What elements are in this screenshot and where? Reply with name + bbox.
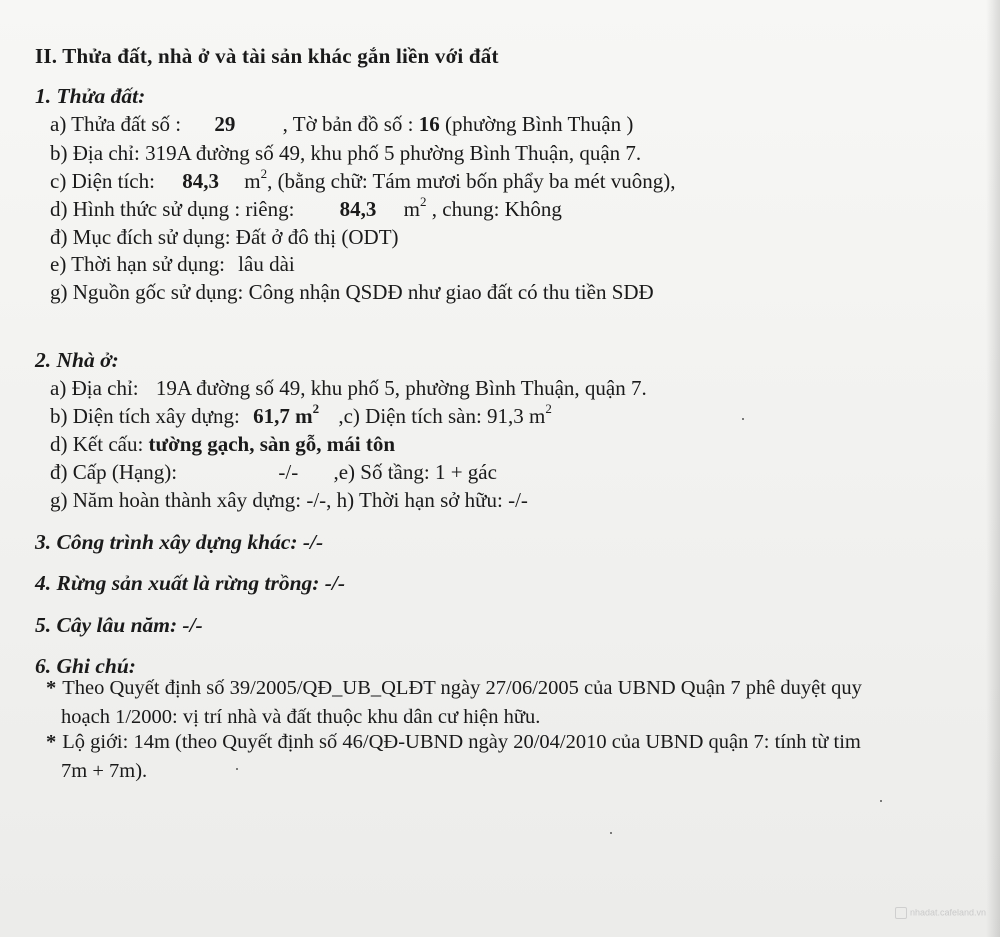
grade-value: -/- bbox=[278, 460, 299, 484]
note-2-line-1: Lộ giới: 14m (theo Quyết định số 46/QĐ-UBND ngày 20/04/2010 của UBND quận 7: tính từ tim bbox=[62, 731, 861, 753]
house-address-value: 19A đường số 49, khu phố 5, phường Bình Thuận, quận 7. bbox=[155, 376, 647, 400]
land-term-label: e) Thời hạn sử dụng: bbox=[50, 252, 225, 276]
other-works-row bbox=[35, 529, 323, 555]
floor-area-label: ,c) Diện tích sàn: bbox=[338, 404, 482, 428]
watermark-logo-icon bbox=[895, 907, 907, 919]
note-2-line-2: 7m + 7m). bbox=[61, 760, 148, 782]
built-area-label: b) Diện tích xây dựng: bbox=[50, 404, 240, 428]
planted-forest-row bbox=[35, 570, 345, 596]
land-term-value: lâu dài bbox=[238, 252, 295, 276]
house-area-row bbox=[50, 403, 552, 429]
note-item bbox=[46, 674, 986, 732]
house-section-title: 2. Nhà ở: bbox=[35, 348, 119, 372]
house-structure-row bbox=[50, 431, 395, 457]
house-completion-row: g) Năm hoàn thành xây dựng: -/-, h) Thời hạn sở hữu: -/- bbox=[50, 488, 528, 512]
scan-speck bbox=[742, 418, 744, 420]
land-parcel-row bbox=[50, 111, 633, 137]
map-sheet-label: , Tờ bản đồ số : bbox=[282, 112, 414, 136]
grade-label: đ) Cấp (Hạng): bbox=[50, 460, 178, 484]
map-sheet-suffix: (phường Bình Thuận ) bbox=[445, 112, 634, 136]
note-bullet: * bbox=[46, 731, 57, 753]
perennial-trees-value: -/- bbox=[182, 613, 203, 637]
document-heading: II. Thửa đất, nhà ở và tài sản khác gắn liền với đất bbox=[35, 44, 499, 68]
perennial-trees-row bbox=[35, 612, 203, 638]
land-term-row bbox=[50, 251, 295, 277]
parcel-number-value: 29 bbox=[214, 112, 236, 136]
scan-speck bbox=[880, 800, 882, 802]
planted-forest-value: -/- bbox=[324, 571, 345, 595]
land-area-unit: $m^2$ bbox=[244, 166, 268, 193]
land-use-form-label: d) Hình thức sử dụng : riêng: bbox=[50, 197, 295, 221]
land-area-value: 84,3 bbox=[182, 169, 219, 193]
note-1-line-1: Theo Quyết định số 39/2005/QĐ_UB_QLĐT ngày 27/06/2005 của UBND Quận 7 phê duyệt quy bbox=[62, 677, 862, 699]
floor-count: ,e) Số tầng: 1 + gác bbox=[333, 460, 497, 484]
land-area-row bbox=[50, 168, 676, 194]
note-1-line-2: hoạch 1/2000: vị trí nhà và đất thuộc khu dân cư hiện hữu. bbox=[61, 706, 541, 728]
private-area-unit: $m^2$ bbox=[403, 194, 427, 221]
land-area-label: c) Diện tích: bbox=[50, 169, 155, 193]
structure-value: tường gạch, sàn gỗ, mái tôn bbox=[148, 432, 396, 456]
other-works-value: -/- bbox=[302, 530, 324, 554]
private-area-value: 84,3 bbox=[339, 197, 377, 221]
note-bullet: * bbox=[46, 677, 57, 699]
floor-area-value: 91,3 $m^2$ bbox=[487, 401, 552, 428]
notes-section-title: 6. Ghi chú: bbox=[35, 654, 136, 678]
land-origin-row: g) Nguồn gốc sử dụng: Công nhận QSDĐ như giao đất có thu tiền SDĐ bbox=[50, 280, 654, 304]
house-grade-row bbox=[50, 459, 497, 485]
land-purpose-row: đ) Mục đích sử dụng: Đất ở đô thị (ODT) bbox=[50, 225, 399, 249]
perennial-trees-label: 5. Cây lâu năm: bbox=[35, 613, 178, 637]
land-use-form-row bbox=[50, 196, 562, 222]
planted-forest-label: 4. Rừng sản xuất là rừng trồng: bbox=[35, 571, 320, 595]
land-section-title: 1. Thửa đất: bbox=[35, 84, 146, 108]
other-works-label: 3. Công trình xây dựng khác: bbox=[35, 530, 298, 554]
parcel-number-label: a) Thửa đất số : bbox=[50, 112, 182, 136]
land-address-label: b) Địa chỉ: bbox=[50, 141, 140, 165]
shared-area-text: , chung: Không bbox=[431, 197, 562, 221]
structure-label: d) Kết cấu: bbox=[50, 432, 144, 456]
scan-speck bbox=[236, 768, 238, 770]
land-address-row bbox=[50, 140, 641, 166]
house-address-row bbox=[50, 375, 647, 401]
land-area-words: , (bằng chữ: Tám mươi bốn phẩy ba mét vuông), bbox=[267, 169, 676, 193]
watermark: nhadat.cafeland.vn bbox=[895, 907, 986, 919]
land-address-value: 319A đường số 49, khu phố 5 phường Bình Thuận, quận 7. bbox=[145, 141, 642, 165]
built-area-value: 61,7 $m^2$ bbox=[253, 401, 320, 428]
page-edge-shadow bbox=[986, 0, 1000, 937]
house-address-label: a) Địa chỉ: bbox=[50, 376, 139, 400]
map-sheet-value: 16 bbox=[418, 112, 440, 136]
scan-speck bbox=[610, 832, 612, 834]
note-item bbox=[46, 728, 986, 786]
